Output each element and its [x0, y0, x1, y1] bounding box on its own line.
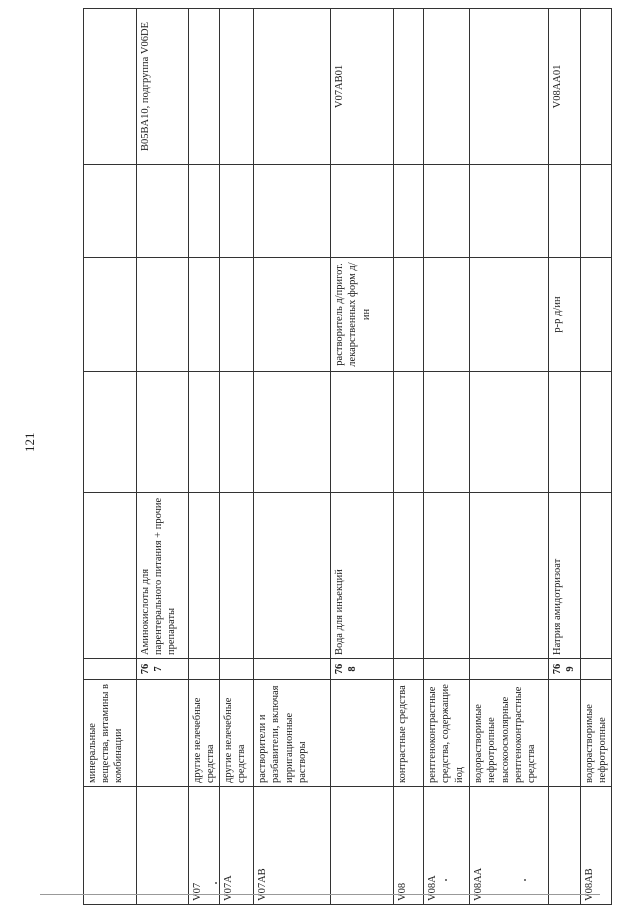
cell-num: [189, 659, 220, 680]
cell-atc: V08AA01: [549, 9, 580, 165]
cell-form: [424, 258, 470, 372]
cell-name: [394, 493, 424, 659]
page-number-text: 121: [22, 432, 37, 452]
cell-c5: [137, 372, 189, 493]
scan-mark: [215, 882, 217, 884]
cell-atc: [424, 9, 470, 165]
table-row: [470, 9, 549, 905]
cell-name: [580, 493, 611, 659]
page-number: [0, 410, 52, 462]
cell-c7: [189, 165, 220, 258]
cell-form: [254, 258, 331, 372]
cell-group: другие нелечебные средства: [189, 680, 220, 787]
cell-c7: [394, 165, 424, 258]
cell-name: [220, 493, 254, 659]
cell-c7: [580, 165, 611, 258]
cell-c5: [189, 372, 220, 493]
cell-form: [220, 258, 254, 372]
cell-code: V08A: [424, 787, 470, 905]
cell-num: [84, 659, 137, 680]
rotated-table-container: [83, 9, 640, 905]
cell-num: [424, 659, 470, 680]
cell-form: р-р д/ин: [549, 258, 580, 372]
table-row: [84, 9, 137, 905]
cell-code: V07: [189, 787, 220, 905]
cell-code: V07AB: [254, 787, 331, 905]
cell-name: [470, 493, 549, 659]
cell-group: [137, 680, 189, 787]
cell-c7: [331, 165, 394, 258]
cell-atc: [580, 9, 611, 165]
table-row: [424, 9, 470, 905]
cell-group: другие нелечебные средства: [220, 680, 254, 787]
drug-table: [83, 8, 612, 905]
scan-mark: [524, 879, 526, 881]
table-row: [254, 9, 331, 905]
cell-group: водорастворимые нефротропные: [580, 680, 611, 787]
cell-atc: B05BA10, подгруппа V06DE: [137, 9, 189, 165]
cell-name: [84, 493, 137, 659]
cell-c5: [331, 372, 394, 493]
cell-group: минеральные вещества, витамины в комбинации: [84, 680, 137, 787]
cell-code: [549, 787, 580, 905]
table-row: [394, 9, 424, 905]
cell-group: контрастные средства: [394, 680, 424, 787]
cell-group: растворители и разбавители, включая ирригационные растворы: [254, 680, 331, 787]
cell-code: [137, 787, 189, 905]
cell-atc: [470, 9, 549, 165]
cell-form: [580, 258, 611, 372]
cell-atc: [220, 9, 254, 165]
cell-c5: [254, 372, 331, 493]
cell-num: [220, 659, 254, 680]
cell-group: [331, 680, 394, 787]
cell-c5: [394, 372, 424, 493]
cell-num: [580, 659, 611, 680]
cell-c7: [220, 165, 254, 258]
cell-group: рентгеноконтрастные средства, содержащие йод: [424, 680, 470, 787]
cell-code: [331, 787, 394, 905]
table-row: [580, 9, 611, 905]
cell-form: [394, 258, 424, 372]
table-row: [331, 9, 394, 905]
cell-num: [254, 659, 331, 680]
cell-c5: [580, 372, 611, 493]
cell-c7: [549, 165, 580, 258]
cell-num: 769: [549, 659, 580, 680]
cell-c5: [470, 372, 549, 493]
cell-c5: [220, 372, 254, 493]
table-row: [137, 9, 189, 905]
cell-c5: [424, 372, 470, 493]
cell-atc: [254, 9, 331, 165]
cell-form: [84, 258, 137, 372]
table-row: [189, 9, 220, 905]
cell-code: V08AB: [580, 787, 611, 905]
cell-c7: [84, 165, 137, 258]
cell-group: [549, 680, 580, 787]
cell-c7: [254, 165, 331, 258]
cell-name: Натрия амидотризоат: [549, 493, 580, 659]
cell-code: [84, 787, 137, 905]
cell-atc: [394, 9, 424, 165]
cell-num: 767: [137, 659, 189, 680]
table-row: [549, 9, 580, 905]
cell-atc: [189, 9, 220, 165]
cell-num: [470, 659, 549, 680]
cell-atc: [84, 9, 137, 165]
table-body: [84, 9, 612, 905]
cell-code: V07A: [220, 787, 254, 905]
table-row: [220, 9, 254, 905]
cell-form: растворитель д/пригот. лекарственных форм д/ин: [331, 258, 394, 372]
cell-form: [137, 258, 189, 372]
cell-name: [189, 493, 220, 659]
bottom-rule: [40, 894, 600, 895]
cell-num: 768: [331, 659, 394, 680]
cell-group: водорастворимые нефротропные высокоосмолярные рентгеноконтрастные средства: [470, 680, 549, 787]
cell-atc: V07AB01: [331, 9, 394, 165]
cell-code: V08AA: [470, 787, 549, 905]
cell-name: Аминокислоты для парентерального питания + прочие препараты: [137, 493, 189, 659]
scan-mark: [445, 879, 447, 881]
cell-c5: [84, 372, 137, 493]
cell-num: [394, 659, 424, 680]
cell-c7: [137, 165, 189, 258]
cell-code: V08: [394, 787, 424, 905]
cell-form: [470, 258, 549, 372]
cell-name: Вода для инъекций: [331, 493, 394, 659]
cell-name: [254, 493, 331, 659]
cell-c7: [470, 165, 549, 258]
cell-form: [189, 258, 220, 372]
cell-c5: [549, 372, 580, 493]
cell-c7: [424, 165, 470, 258]
cell-name: [424, 493, 470, 659]
